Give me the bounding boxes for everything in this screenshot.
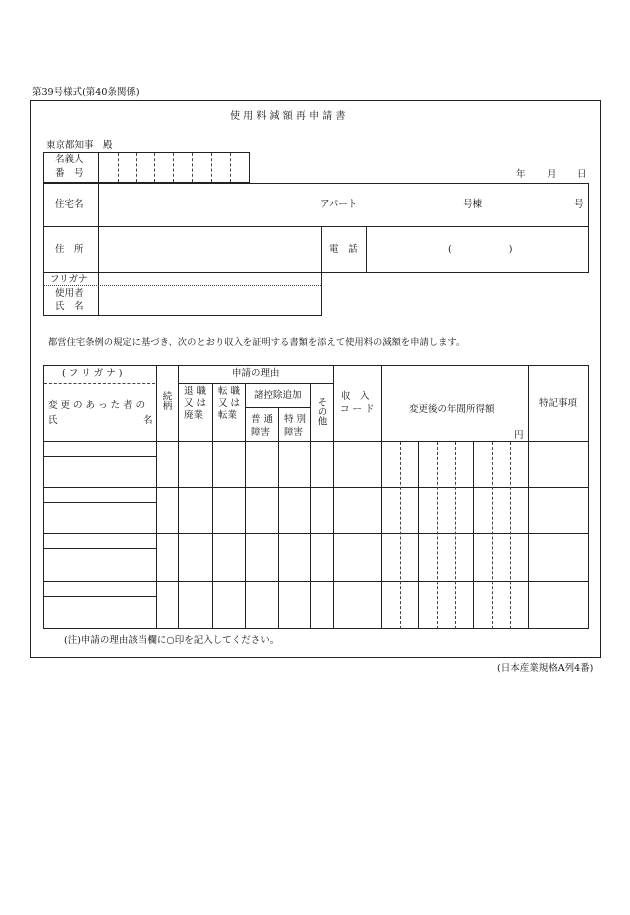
name-header-2-right: 名: [143, 415, 153, 426]
building-label: 号棟: [463, 199, 483, 210]
phone-label: 電 話: [329, 244, 358, 255]
address-label: 住 所: [55, 244, 84, 255]
name-header-2-left: 氏: [48, 415, 58, 426]
addressee: 東京都知事 殿: [46, 140, 113, 151]
furigana-label: フリガナ: [50, 274, 88, 285]
income-code-1: 収 入: [341, 391, 370, 402]
special-2: 障害: [284, 427, 304, 438]
table-row[interactable]: [44, 534, 156, 581]
date-month: 月: [547, 169, 557, 180]
note: (注)申請の理由該当欄に○印を記入してください。: [64, 635, 280, 646]
notes-header: 特記事項: [539, 398, 578, 409]
table-row[interactable]: [44, 442, 156, 487]
table-row[interactable]: [44, 488, 156, 533]
phone-field[interactable]: ( ): [448, 244, 513, 255]
other-header: その他: [315, 397, 327, 426]
normal-2: 障害: [251, 427, 271, 438]
apartment-label: アパート: [320, 199, 358, 210]
furigana-header: ( フ リ ガ ナ ): [62, 368, 123, 379]
annual-income-header: 変更後の年間所得額: [409, 404, 495, 415]
name-header-1: 変 更 の あ っ た 者 の: [48, 400, 146, 411]
retire-2: 又 は: [184, 398, 207, 409]
change-2: 又 は: [218, 398, 241, 409]
normal-1: 普 通: [251, 414, 274, 425]
date-day: 日: [577, 169, 587, 180]
change-3: 転業: [218, 410, 238, 421]
table-row[interactable]: [44, 582, 156, 628]
form-title: 使 用 料 減 額 再 申 請 書: [230, 111, 346, 122]
retire-3: 廃業: [184, 410, 204, 421]
user-label-2: 氏 名: [55, 301, 84, 312]
footer-standard: (日本産業規格A列4番): [497, 663, 594, 674]
nominee-label-1: 名義人: [55, 154, 84, 165]
furigana-field[interactable]: [99, 274, 320, 285]
form-number: 第39号様式(第40条関係): [32, 87, 140, 98]
user-name-field[interactable]: [99, 286, 320, 314]
user-label-1: 使用者: [55, 288, 84, 299]
unit-label: 号: [574, 199, 584, 210]
yen-unit: 円: [514, 430, 524, 441]
special-1: 特 別: [284, 414, 307, 425]
retire-1: 退 職: [184, 386, 207, 397]
statement: 都営住宅条例の規定に基づき、次のとおり収入を証明する書類を添えて使用料の減額を申請します。: [48, 337, 466, 348]
housing-label: 住宅名: [55, 199, 84, 210]
change-1: 転 職: [218, 386, 241, 397]
relation-header: 続柄: [160, 391, 172, 410]
income-code-2: コ ー ド: [340, 404, 375, 415]
deduction-header: 諸控除追加: [254, 390, 302, 401]
nominee-label-2: 番 号: [55, 168, 84, 179]
date-year: 年: [516, 169, 526, 180]
reason-header: 申請の理由: [232, 368, 280, 379]
address-field[interactable]: [99, 227, 320, 272]
